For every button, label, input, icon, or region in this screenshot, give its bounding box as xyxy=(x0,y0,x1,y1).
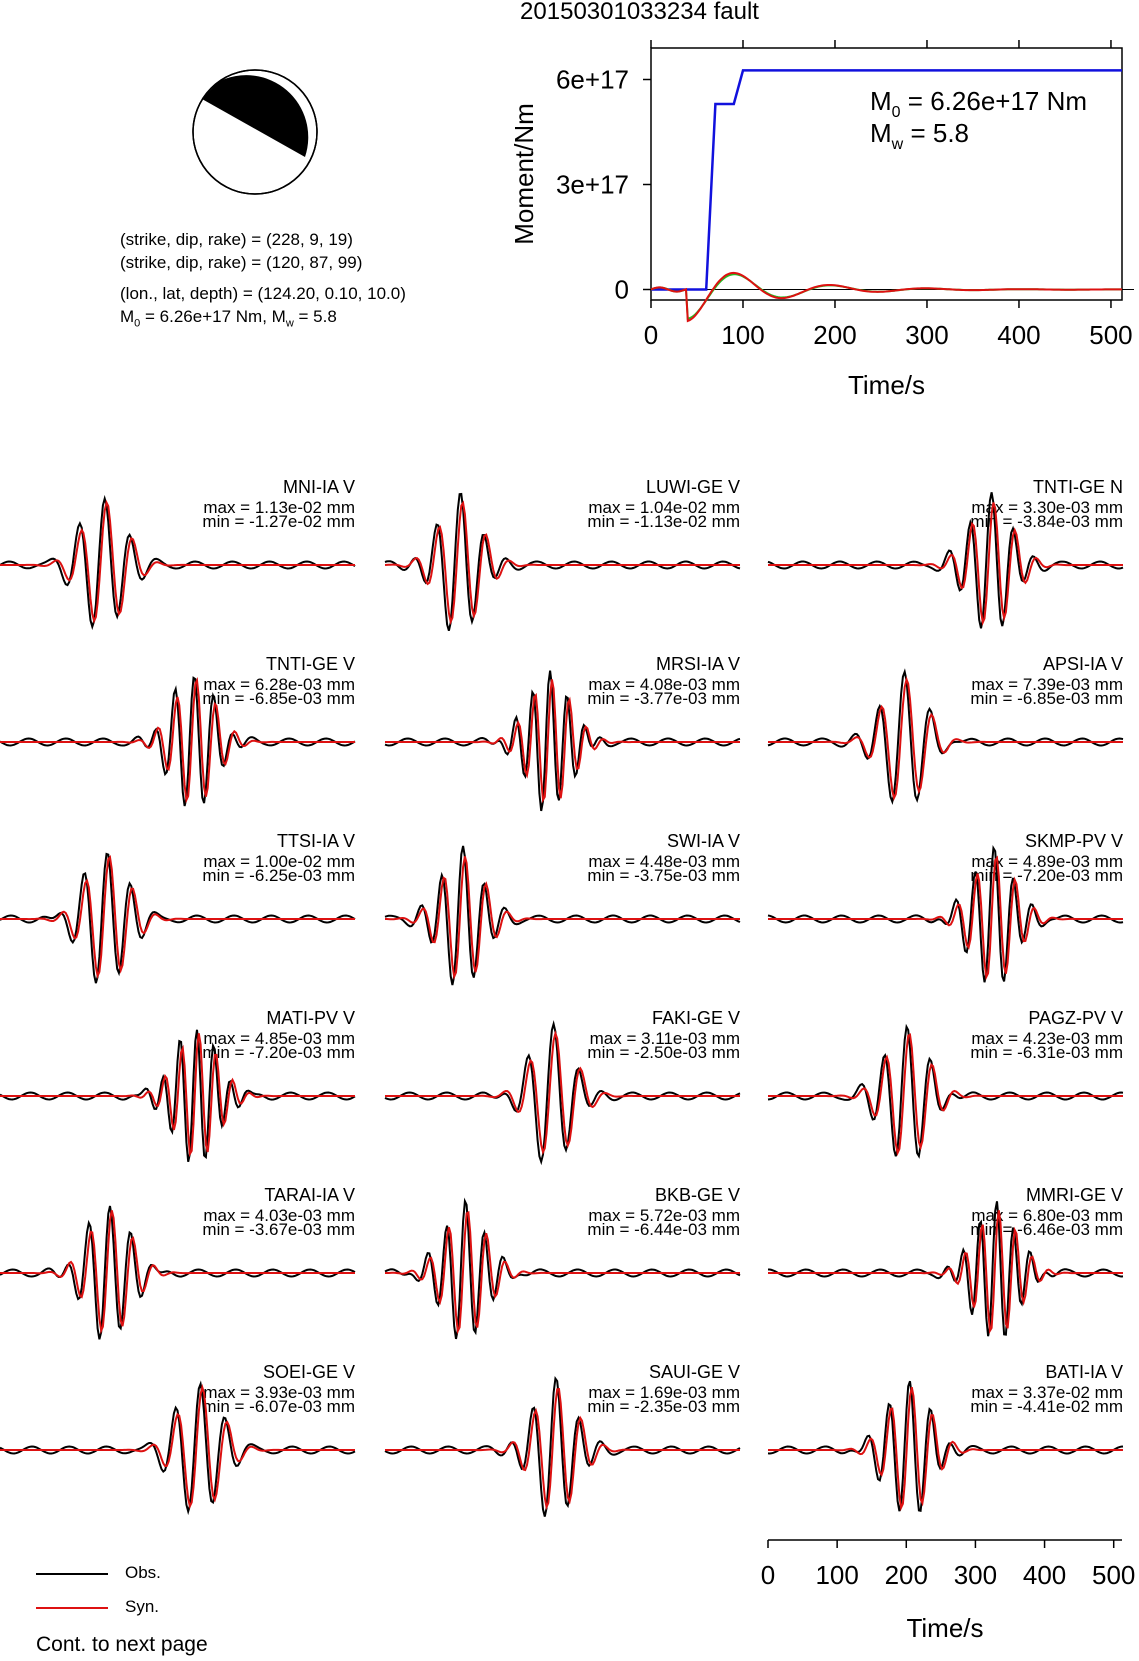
station-max: max = 4.23e-03 mm xyxy=(971,1029,1123,1048)
station-panel xyxy=(0,1362,355,1511)
station-panel xyxy=(0,1185,355,1339)
station-min: min = -3.75e-03 mm xyxy=(587,866,740,885)
station-panel xyxy=(385,1362,740,1517)
station-name: SKMP-PV V xyxy=(1024,831,1123,851)
nodal-plane-1: (strike, dip, rake) = (228, 9, 19) xyxy=(120,230,353,249)
station-max: max = 3.93e-03 mm xyxy=(203,1383,355,1402)
station-min: min = -2.35e-03 mm xyxy=(587,1397,740,1416)
station-max: max = 1.00e-02 mm xyxy=(203,852,355,871)
x-tick-label: 100 xyxy=(815,1560,859,1590)
station-min: min = -6.44e-03 mm xyxy=(587,1220,740,1239)
mw-annotation: $M_w = 5.8$ xyxy=(870,118,970,153)
station-max: max = 3.11e-03 mm xyxy=(589,1029,740,1048)
station-min: min = -6.85e-03 mm xyxy=(970,689,1123,708)
x-tick-label: 100 xyxy=(721,320,765,350)
station-max: max = 1.69e-03 mm xyxy=(588,1383,740,1402)
station-name: TTSI-IA V xyxy=(276,831,355,851)
x-tick-label: 500 xyxy=(1089,320,1133,350)
station-min: min = -1.13e-02 mm xyxy=(587,512,740,531)
station-max: max = 5.72e-03 mm xyxy=(588,1206,740,1225)
station-panel xyxy=(385,654,740,811)
station-name: SWI-IA V xyxy=(666,831,740,851)
station-min: min = -6.07e-03 mm xyxy=(202,1397,355,1416)
x-tick-label: 300 xyxy=(953,1560,998,1590)
x-tick-label: 0 xyxy=(643,320,659,350)
station-name: SOEI-GE V xyxy=(262,1362,355,1382)
station-max: max = 3.30e-03 mm xyxy=(971,498,1123,517)
x-tick-label: 200 xyxy=(813,320,857,350)
station-panel xyxy=(768,1008,1123,1156)
station-name: MNI-IA V xyxy=(282,477,355,497)
station-max: max = 1.13e-02 mm xyxy=(203,498,355,517)
station-name: BATI-IA V xyxy=(1045,1362,1123,1382)
station-min: min = -6.25e-03 mm xyxy=(202,866,355,885)
y-tick-label: 3e+17 xyxy=(555,169,629,200)
station-name: BKB-GE V xyxy=(654,1185,740,1205)
m0-value: 6.26e+17 Nm xyxy=(159,307,263,326)
station-min: min = -6.85e-03 mm xyxy=(202,689,355,708)
station-max: max = 6.28e-03 mm xyxy=(203,675,355,694)
station-panel xyxy=(768,477,1123,628)
station-max: max = 4.89e-03 mm xyxy=(971,852,1123,871)
station-min: min = -7.20e-03 mm xyxy=(970,866,1123,885)
station-min: min = -7.20e-03 mm xyxy=(202,1043,355,1062)
station-min: min = -1.27e-02 mm xyxy=(202,512,355,531)
x-axis-label: Time/s xyxy=(847,370,926,400)
station-name: FAKI-GE V xyxy=(651,1008,740,1028)
station-panel xyxy=(768,831,1123,982)
x-tick-label: 300 xyxy=(905,320,949,350)
station-name: TNTI-GE N xyxy=(1033,477,1123,497)
station-max: max = 3.37e-02 mm xyxy=(971,1383,1123,1402)
figure-title: 20150301033234 fault xyxy=(520,0,759,25)
station-max: max = 7.39e-03 mm xyxy=(971,675,1123,694)
station-max: max = 4.48e-03 mm xyxy=(588,852,740,871)
nodal-plane-2: (strike, dip, rake) = (120, 87, 99) xyxy=(120,253,363,272)
station-min: min = -3.67e-03 mm xyxy=(202,1220,355,1239)
station-panel xyxy=(385,831,740,985)
x-tick-label: 500 xyxy=(1092,1560,1136,1590)
station-max: max = 4.85e-03 mm xyxy=(203,1029,355,1048)
station-panel xyxy=(768,1362,1123,1511)
station-min: min = -4.41e-02 mm xyxy=(970,1397,1123,1416)
station-max: max = 1.04e-02 mm xyxy=(588,498,740,517)
station-max: max = 4.03e-03 mm xyxy=(203,1206,355,1225)
station-panel xyxy=(0,654,355,806)
station-min: min = -6.46e-03 mm xyxy=(970,1220,1123,1239)
station-panel xyxy=(0,477,355,627)
station-name: PAGZ-PV V xyxy=(1028,1008,1123,1028)
station-name: MMRI-GE V xyxy=(1026,1185,1123,1205)
station-name: TARAI-IA V xyxy=(264,1185,355,1205)
x-tick-label: 400 xyxy=(997,320,1041,350)
y-tick-label: 0 xyxy=(614,274,629,305)
station-min: min = -3.77e-03 mm xyxy=(587,689,740,708)
x-tick-label: 400 xyxy=(1022,1560,1067,1590)
station-name: TNTI-GE V xyxy=(266,654,355,674)
station-min: min = -3.84e-03 mm xyxy=(970,512,1123,531)
m0-annotation: $M_0 = 6.26e+17$ Nm xyxy=(870,86,1088,121)
station-name: LUWI-GE V xyxy=(645,477,740,497)
x-tick-label: 0 xyxy=(760,1560,776,1590)
mw-value: 5.8 xyxy=(313,307,337,326)
station-min: min = -2.50e-03 mm xyxy=(587,1043,740,1062)
station-name: SAUI-GE V xyxy=(648,1362,740,1382)
station-panel xyxy=(385,1008,740,1162)
legend-obs-label: Obs. xyxy=(125,1563,161,1582)
moment-line: $M_0 = 6.26e+17$ Nm, $M_w = 5.8$ xyxy=(120,307,337,330)
station-name: MATI-PV V xyxy=(266,1008,355,1028)
station-name: APSI-IA V xyxy=(1042,654,1123,674)
station-panel xyxy=(385,477,740,631)
x-axis-label: Time/s xyxy=(906,1613,984,1643)
station-panel xyxy=(768,654,1123,802)
station-min: min = -6.31e-03 mm xyxy=(970,1043,1123,1062)
station-name: MRSI-IA V xyxy=(655,654,740,674)
y-axis-label: Moment/Nm xyxy=(509,103,539,245)
station-panel xyxy=(768,1185,1123,1336)
continue-note: Cont. to next page xyxy=(36,1633,208,1656)
hypocenter: (lon., lat, depth) = (124.20, 0.10, 10.0) xyxy=(120,284,406,303)
legend-syn-label: Syn. xyxy=(125,1597,160,1616)
station-panel xyxy=(0,831,355,983)
y-tick-label: 6e+17 xyxy=(555,64,629,95)
station-panel xyxy=(385,1185,740,1339)
station-max: max = 4.08e-03 mm xyxy=(588,675,740,694)
station-panel xyxy=(0,1008,355,1162)
x-tick-label: 200 xyxy=(884,1560,928,1590)
station-max: max = 6.80e-03 mm xyxy=(971,1206,1123,1225)
trace-time-axis xyxy=(761,1540,1136,1643)
